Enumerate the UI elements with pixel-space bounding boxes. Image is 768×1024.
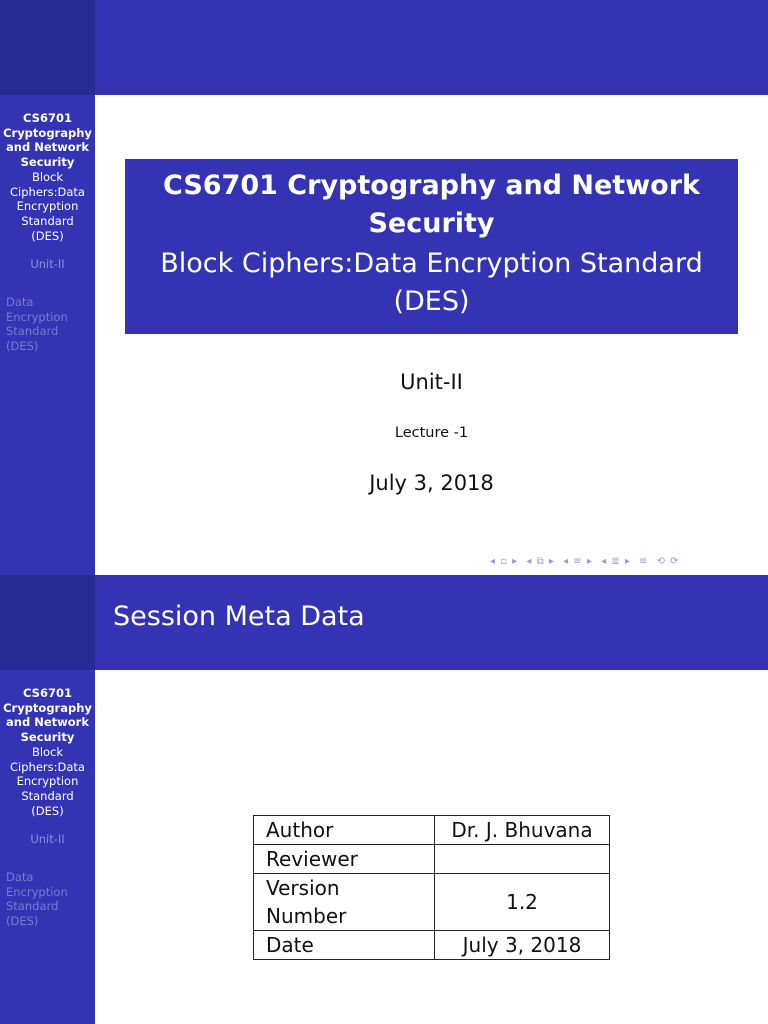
table-key-cell: Date: [254, 931, 435, 960]
sidebar-subtitle-line: Standard: [21, 788, 74, 803]
sidebar-header: [0, 575, 95, 670]
table-key-cell: Author: [254, 816, 435, 845]
sidebar-section-line: (DES): [6, 339, 39, 354]
table-value-cell: Dr. J. Bhuvana: [435, 816, 610, 845]
sidebar-section-line: Data: [6, 295, 34, 309]
sidebar-section-link[interactable]: [6, 870, 91, 929]
sidebar-section-line: Standard: [6, 324, 59, 339]
sidebar-subtitle-line: (DES): [31, 228, 64, 243]
frame-title: Session Meta Data: [113, 601, 365, 632]
table-key-cell: Reviewer: [254, 845, 435, 874]
sidebar-unit-link[interactable]: Unit-II: [30, 832, 65, 846]
title-block: [125, 159, 738, 334]
sidebar-title-line: Security: [20, 730, 75, 745]
sidebar-subtitle-line: Ciphers:Data: [10, 184, 85, 199]
table-row: [254, 931, 610, 960]
sidebar-header: [0, 0, 95, 95]
sidebar-course-title: [0, 111, 95, 243]
sidebar-title-line: CS6701: [23, 686, 72, 700]
sidebar: [0, 575, 95, 1024]
sidebar-subtitle-line: Ciphers:Data: [10, 759, 85, 774]
sidebar-title-line: and Network: [6, 140, 89, 155]
nav-subsection-icon[interactable]: ◂ ⧉ ▸: [526, 556, 555, 567]
sidebar-subtitle-line: Block: [31, 744, 64, 759]
table-row: [254, 874, 610, 931]
sidebar-title-line: Security: [20, 155, 75, 170]
session-metadata-table: [253, 815, 610, 960]
sidebar-title-line: and Network: [6, 715, 89, 730]
nav-search-icon[interactable]: ⟲ ⟳: [656, 556, 680, 567]
sidebar-subtitle-line: (DES): [31, 803, 64, 818]
sidebar-section-line: Data: [6, 870, 34, 884]
nav-appendix-icon[interactable]: ◂ ≣ ▸: [601, 556, 631, 567]
sidebar-subtitle-line: Encryption: [16, 199, 79, 214]
sidebar-title-line: Cryptography: [3, 700, 92, 715]
table-value-cell: July 3, 2018: [435, 931, 610, 960]
sidebar-title-line: CS6701: [23, 111, 72, 125]
table-row: [254, 845, 610, 874]
table-key-cell: Version Number: [254, 874, 435, 931]
sidebar: [0, 0, 95, 575]
sidebar-title-line: Cryptography: [3, 125, 92, 140]
table-value-cell: 1.2: [435, 874, 610, 931]
presentation-subtitle: Block Ciphers:Data Encryption Standard (DES): [160, 248, 703, 317]
sidebar-unit-link[interactable]: Unit-II: [30, 257, 65, 271]
navigation-controls: [490, 556, 766, 570]
unit-label: Unit-II: [400, 370, 463, 394]
sidebar-subtitle-line: Standard: [21, 213, 74, 228]
nav-frame-icon[interactable]: ◂ ▫ ▸: [490, 556, 519, 567]
sidebar-section-line: Standard: [6, 899, 59, 914]
nav-align-icon[interactable]: ≡: [639, 556, 649, 567]
sidebar-section-link[interactable]: [6, 295, 91, 354]
table-row: [254, 816, 610, 845]
lecture-label: Lecture -1: [394, 425, 469, 441]
table-value-cell: [435, 845, 610, 874]
metadata-slide: [0, 575, 768, 1024]
sidebar-section-line: Encryption: [6, 309, 68, 324]
header-bar: [95, 0, 768, 95]
sidebar-course-title: [0, 686, 95, 818]
sidebar-section-line: (DES): [6, 914, 39, 929]
sidebar-subtitle-line: Encryption: [16, 774, 79, 789]
sidebar-section-line: Encryption: [6, 884, 68, 899]
presentation-title: CS6701 Cryptography and Network Security: [163, 170, 700, 239]
date-label: July 3, 2018: [369, 471, 494, 495]
nav-section-icon[interactable]: ◂ ≡ ▸: [563, 556, 593, 567]
sidebar-subtitle-line: Block: [31, 169, 64, 184]
